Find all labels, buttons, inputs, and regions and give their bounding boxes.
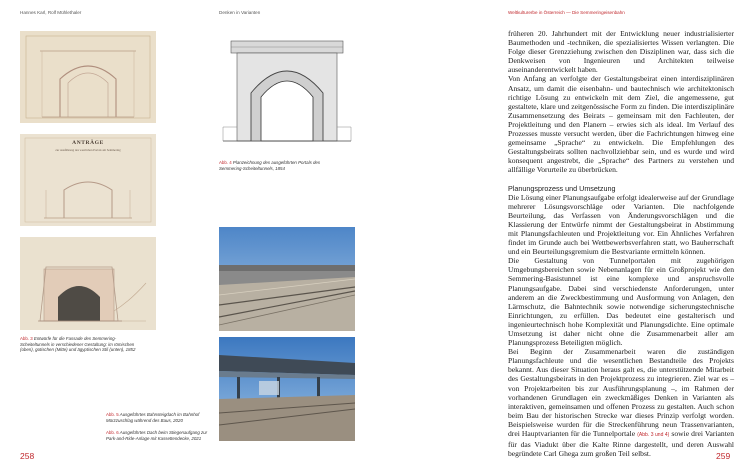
drawing-egyptian-facade (20, 237, 156, 330)
drawing-gothic-facade (20, 134, 156, 226)
caption-fig3 (20, 336, 138, 353)
caption-fig6 (106, 430, 210, 441)
caption-fig4-text: Planzeichnung des ausgeführten Portals des Semmering-Scheiteltunnels, 1854 (219, 160, 321, 171)
photo-platform-roof-construction (219, 227, 355, 331)
figure-reference-link: (Abb. 3 und 4) (637, 432, 670, 439)
page-number-right: 259 (716, 451, 731, 461)
drawing-subtitle: zur Ausführung des westlichen Portals am Semmering (55, 148, 121, 152)
caption-fig4 (219, 160, 337, 171)
caption-fig6-text: Ausgeführtes Dach beim Stiegenaufgang zur Park-and-Ride-Anlage mit Kassettendecke, 2021 (106, 430, 208, 441)
caption-fig4-label: Abb. 4 (219, 160, 232, 165)
body-paragraph-2: Von Anfang an verfolgte der Gestaltungsbeirat einen interdisziplinären Ansatz, um damit die eisenbahn- und bautechnisch wie architektonisch richtige Lösung zu entwickeln mit dem Ziel, die angemessene, gut gestaltete, klare und zeitgenössische Form zu finden. Die interdisziplinäre Zusammensetzung des Beirats – gemeinsam mit den Fachleuten, der Projektleitung und den Planern – erwies sich als ideal. Im Verlauf des Prozesses musste versucht werden, über die Fachrichtungen hinweg eine gemeinsame „Sprache“ zu entwickeln. Die Empfehlungen des Gestaltungsbeirats sollten nachvollziehbar sein, und es wurde und wird konsequent angestrebt, die „Sprache“ des Partners zu verstehen und allfällige Vorurteile zu überbrücken. (508, 74, 734, 175)
caption-fig3-label: Abb. 3 (20, 336, 33, 341)
drawing-portal-plan (219, 31, 355, 153)
body-paragraph-5-start: Bei Beginn der Zusammenarbeit waren die zuständigen Planungsfachleute und die wesentlichen Bestandteile des Projekts bekannt. Aus dieser Situation heraus galt es, die unterstützende Mitarbeit des Gestaltungsbeirats in den Projektprozess zu integrieren. Ziel war es – von Projektarbeiten bis zur Ausführungsplanung –, im Rahmen der vorhandenen Grundlagen ein zweckmäßiges Denken in Varianten als interaktiven, gemeinsamen und offenen Prozess zu gestalten. Auch schon beim Bau der historischen Strecke war dieses Prinzip verfolgt worden. Beispielsweise wurden für die Streckenführung neun Trassenvarianten, drei Hauptvarianten für die Tunnelportale (508, 347, 734, 439)
drawing-roman-facade (20, 31, 156, 123)
drawing-title: ANTRÄGE (72, 140, 104, 146)
header-series: Weltkulturerbe in Österreich — Die Semmeringeisenbahn (508, 10, 625, 15)
body-text-column (508, 29, 734, 458)
page-number-left: 258 (20, 451, 35, 461)
body-paragraph-1: früheren 20. Jahrhundert mit der Entwicklung neuer industrialisierter Baumethoden und -techniken, die spezialisiertes Wissen verlangten. Die Folge dieser Grenzziehung zwischen den Disziplinen war, dass sich die Denkweisen von Ingenieuren und Architekten teilweise auseinanderentwickelt haben. (508, 29, 734, 75)
subheading-planning: Planungsprozess und Umsetzung (508, 183, 616, 193)
body-paragraph-4: Die Gestaltung von Tunnelportalen mit zugehörigen Umgebungsbereichen sowie Nebenanlagen für ein Großprojekt wie den Semmering-Basistunnel ist eine komplexe und anspruchsvolle Planungsaufgabe. Dabei sind verschiedenste Anforderungen, unter anderem an die Zweckbestimmung und Ausformung von Anlagen, den Lärmschutz, die Bahntechnik sowie notwendige sicherungstechnische Einrichtungen, zu erfüllen. Das bedeutet eine gestalterisch und ingenieurtechnisch hohe Komplexität und Planungsdichte. Eine optimale Umsetzung ist daher nicht ohne die Zusammenarbeit aller am Planungsprozess Beteiligten möglich. (508, 256, 734, 348)
body-paragraph-3: Die Lösung einer Planungsaufgabe erfolgt idealerweise auf der Grundlage mehrerer Lösungsvorschläge oder Varianten. Die nachfolgende Beurteilung, das Verfassen von Änderungsvorschlägen und die Klassierung der Entwürfe nimmt der Gestaltungsbeirat in Abstimmung mit Planungsfachleuten und Projektleitung vor. Ein Ähnliches Verfahren findet im Grunde auch bei Wettbewerbsverfahren statt, wo Bauherrschaft und ein Beurteilungsgremium die Bestvariante ermitteln können. (508, 192, 734, 257)
body-paragraph-5 (508, 347, 734, 458)
caption-fig6-label: Abb. 6 (106, 430, 119, 435)
photo-park-and-ride-stairs (219, 337, 355, 441)
body-paragraph-5-end: sowie drei Varianten für das Viadukt über die Kalte Rinne dargestellt, und deren Auswahl begründete Carl Ghega zum großen Teil selbst. (508, 429, 734, 459)
caption-fig5-label: Abb. 5 (106, 412, 119, 417)
header-authors: Hannes Karl, Rolf Mühlethaler (20, 10, 82, 15)
header-section: Denken in Varianten (219, 10, 261, 15)
caption-fig3-text: Entwürfe für die Fassade des Semmering-Scheiteltunnels in verschiedener Gestaltung: im römischen (oben), gotischen (Mitte) und ägyptischen Stil (unten), 1852 (20, 336, 136, 352)
caption-fig5-text: Ausgeführtes Bahnsteigdach im Bahnhof Mürzzuschlag während des Baus, 2020 (106, 412, 200, 423)
caption-fig5 (106, 412, 210, 423)
